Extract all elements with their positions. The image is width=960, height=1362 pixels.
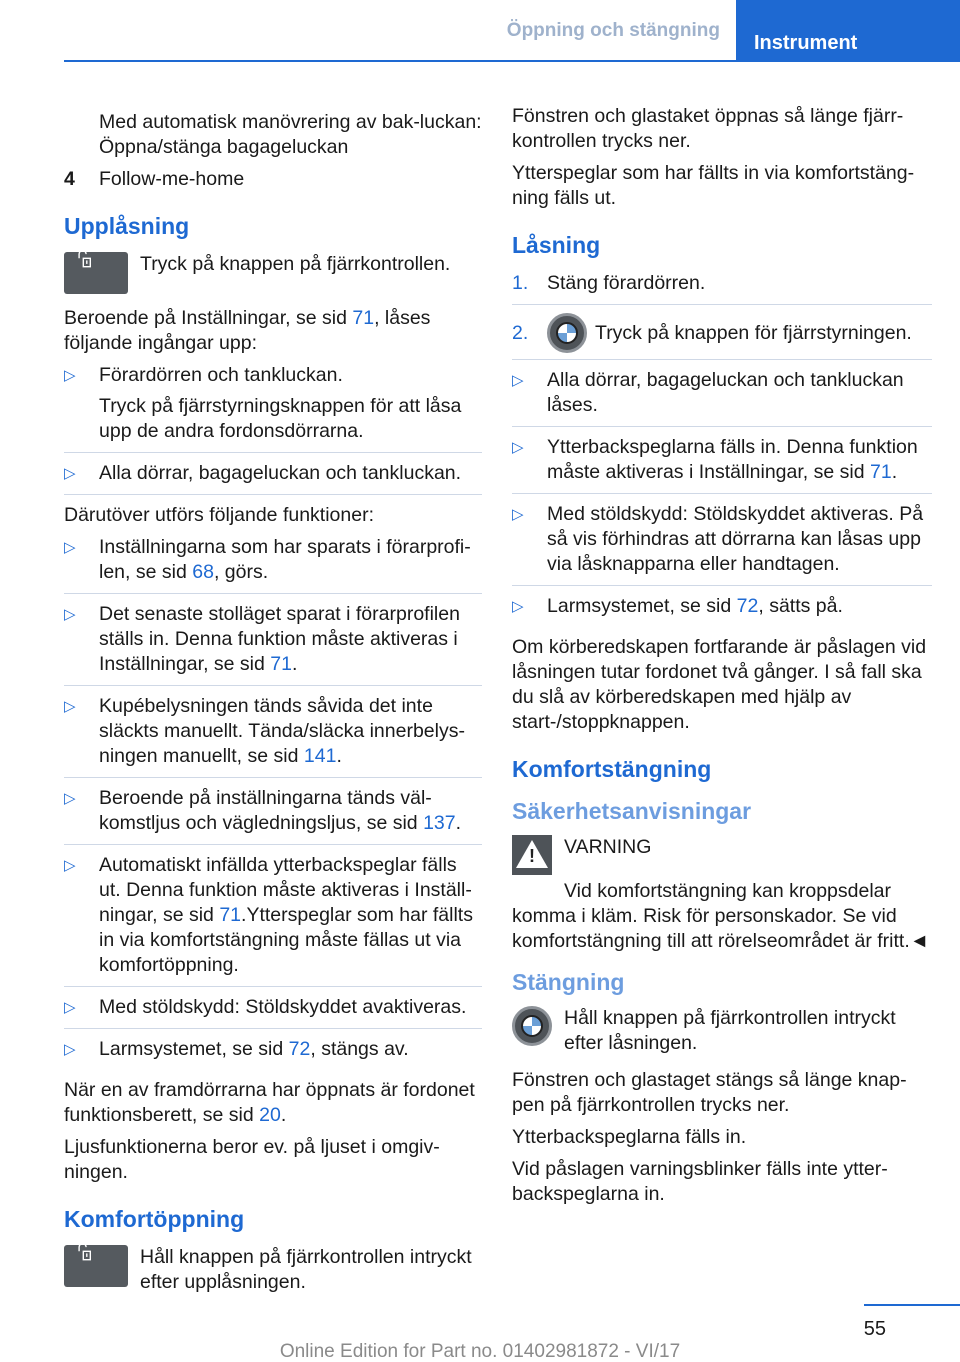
- left-column: [64, 110, 482, 1307]
- list-item: ▷ Inställningarna som har sparats i förarprofi-len, se sid 68, görs.: [64, 535, 482, 594]
- bullet-arrow-icon: ▷: [64, 999, 76, 1016]
- list-item: ▷ Larmsystemet, se sid 72, sätts på.: [512, 595, 843, 617]
- also-paragraph: Därutöver utförs följande funktioner:: [64, 504, 375, 526]
- unlock-button-icon: [64, 252, 128, 294]
- bullet-arrow-icon: ▷: [64, 539, 76, 556]
- hazard-paragraph: Vid påslagen varningsblinker fälls inte ytter-backspeglarna in.: [512, 1158, 888, 1205]
- list-item: ▷ Larmsystemet, se sid 72, stängs av.: [64, 1038, 409, 1060]
- page-link[interactable]: 72: [736, 595, 759, 617]
- warning-block: [512, 835, 932, 954]
- page-link[interactable]: 20: [259, 1104, 281, 1126]
- header-section-title: Öppning och stängning: [506, 20, 720, 41]
- heading-lock: Låsning: [512, 232, 601, 258]
- page-link[interactable]: 137: [423, 812, 456, 834]
- windows-close-paragraph: Fönstren och glastaget stängs så länge knap-pen på fjärrkontrollen trycks ner.: [512, 1069, 907, 1116]
- bullet-arrow-icon: ▷: [512, 598, 524, 615]
- list-item: ▷ Kupébelysningen tänds såvida det inte släckts manuellt. Tända/släcka innerbelys-ningen manuellt, se sid 141.: [64, 694, 482, 778]
- list-item: ▷ Med stöldskydd: Stöldskyddet avaktiveras.: [64, 995, 482, 1029]
- bullet-arrow-icon: ▷: [512, 439, 524, 456]
- bullet-arrow-icon: ▷: [64, 790, 76, 807]
- bullet-arrow-icon: ▷: [64, 1041, 76, 1058]
- heading-comfort-close: Komfortstängning: [512, 756, 712, 782]
- list-item: ▷ Med stöldskydd: Stöldskyddet aktiveras. På så vis förhindras att dörrarna kan låsas upp via låsknapparna eller handtagen.: [512, 502, 932, 586]
- mirrors-folded-paragraph: Ytterspeglar som har fällts in via komfortstäng-ning fälls ut.: [512, 162, 915, 209]
- heading-unlock: Upplåsning: [64, 213, 190, 239]
- page-link[interactable]: 71: [270, 653, 292, 675]
- remote-lock-icon: [547, 313, 587, 353]
- page-link[interactable]: 68: [192, 561, 214, 583]
- step-1: 1. Stäng förardörren.: [512, 271, 932, 305]
- header-divider: [64, 60, 960, 62]
- footer-edition: Online Edition for Part no. 01402981872 - VI/17: [279, 1341, 681, 1362]
- heading-safety: Säkerhetsanvisningar: [512, 798, 752, 824]
- comfort-open-text: Håll knappen på fjärrkontrollen intryckt efter upplåsningen.: [140, 1246, 472, 1293]
- warning-title: VARNING: [564, 836, 652, 858]
- list-item: ▷ Beroende på inställningarna tänds väl-komstljus och vägledningsljus, se sid 137.: [64, 786, 482, 845]
- bullet-arrow-icon: ▷: [512, 506, 524, 523]
- unlock-instruction: [64, 252, 482, 294]
- heading-closing: Stängning: [512, 969, 625, 995]
- light-paragraph: Ljusfunktionerna beror ev. på ljuset i omgiv-ningen.: [64, 1136, 440, 1183]
- bullet-arrow-icon: ▷: [64, 698, 76, 715]
- bullet-arrow-icon: ▷: [64, 606, 76, 623]
- page-link[interactable]: 141: [303, 745, 337, 767]
- page-header: [64, 0, 960, 62]
- drive-ready-paragraph: Om körberedskapen fortfarande är påslagen vid låsningen tutar fordonet två gånger. I så fall ska du slå av körberedskapen med hjälp av start-/stoppknappen.: [512, 636, 927, 733]
- unlock-icon-text: Tryck på knappen på fjärrkontrollen.: [140, 253, 451, 275]
- unlock-button-icon: [64, 1245, 128, 1287]
- list-item-4: 4 Follow-me-home: [64, 168, 245, 190]
- step-2: 2. Tryck på knappen för fjärrstyrningen.: [512, 313, 932, 360]
- list-item: ▷ Förardörren och tankluckan. Tryck på fjärrstyrningsknappen för att låsa upp de andra fordonsdörrarna.: [64, 363, 482, 453]
- page-link[interactable]: 72: [288, 1038, 311, 1060]
- page-link[interactable]: 71: [352, 307, 375, 329]
- page-number: 55: [863, 1318, 886, 1340]
- list-item: ▷ Automatiskt infällda ytterbackspeglar fälls ut. Denna funktion måste aktiveras i Inställ-ningar, se sid 71.Ytterspeglar som har fällts in via komfortstängning måste fällas ut via komfortöppning.: [64, 853, 482, 987]
- list-item: ▷ Det senaste stolläget sparat i förarprofilen ställs in. Denna funktion måste aktiveras i Inställningar, se sid 71.: [64, 602, 482, 686]
- page-link[interactable]: 71: [219, 904, 242, 926]
- list-item: ▷ Ytterbackspeglarna fälls in. Denna funktion måste aktiveras i Inställningar, se sid 71.: [512, 435, 932, 494]
- bullet-arrow-icon: ▷: [64, 857, 76, 874]
- intro-line: Med automatisk manövrering av bak-luckan: Öppna/stänga bagageluckan: [99, 111, 482, 158]
- list-item: ▷ Alla dörrar, bagageluckan och tankluckan.: [64, 461, 482, 495]
- warning-text: Vid komfortstängning kan kroppsdelar komma i kläm. Risk för personskador. Se vid komfortstängning till att rörelseområdet är fritt.◄: [512, 880, 930, 952]
- mirrors-in-paragraph: Ytterbackspeglarna fälls in.: [512, 1126, 747, 1148]
- windows-open-paragraph: Fönstren och glastaket öppnas så länge fjärr-kontrollen trycks ner.: [512, 105, 904, 152]
- bullet-arrow-icon: ▷: [64, 465, 76, 482]
- footer-divider: [864, 1304, 960, 1306]
- remote-lock-icon: [512, 1006, 552, 1046]
- heading-comfort-open: Komfortöppning: [64, 1206, 245, 1232]
- page-link[interactable]: 71: [869, 461, 892, 483]
- bullet-arrow-icon: ▷: [512, 372, 524, 389]
- warning-icon: !: [512, 835, 552, 875]
- list-item: ▷ Alla dörrar, bagageluckan och tankluckan låses.: [512, 368, 932, 427]
- depends-paragraph: Beroende på Inställningar, se sid 71, låses följande ingångar upp:: [64, 307, 431, 354]
- door-paragraph: När en av framdörrarna har öppnats är fordonet funktionsberett, se sid 20.: [64, 1079, 475, 1126]
- right-column: [512, 104, 932, 1214]
- closing-instruction: [512, 1006, 932, 1056]
- closing-icon-text: Håll knappen på fjärrkontrollen intryckt efter låsningen.: [564, 1007, 896, 1054]
- header-chapter-tab: Instrument: [736, 0, 960, 62]
- comfort-open-instruction: [64, 1245, 482, 1295]
- bullet-arrow-icon: ▷: [64, 367, 76, 384]
